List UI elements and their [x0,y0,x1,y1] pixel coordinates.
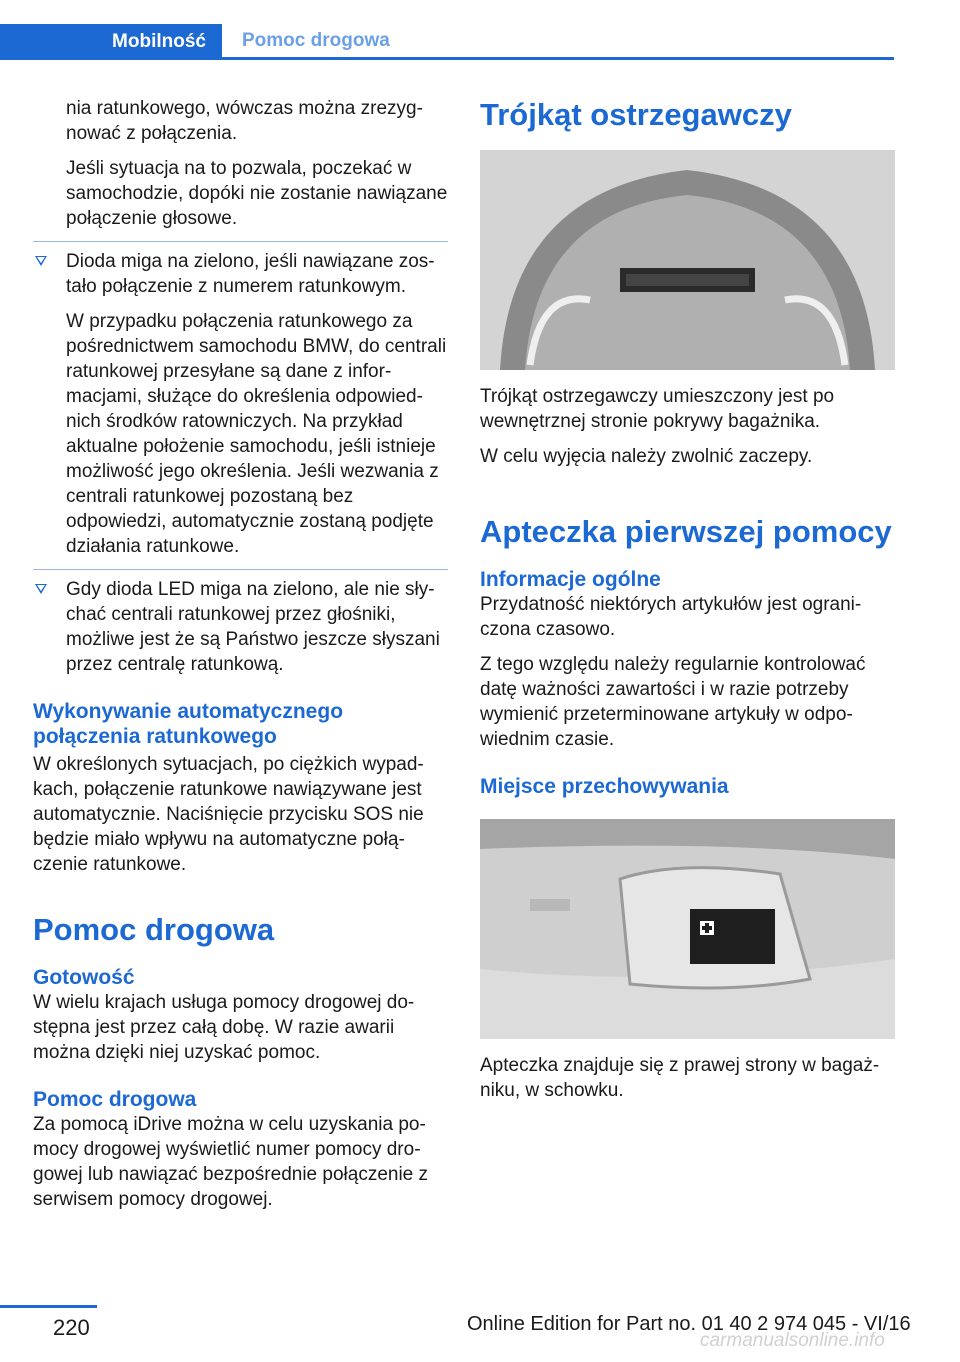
paragraph: Z tego względu należy regularnie kontrolować datę ważności zawartości i w razie potrzeby wymienić przeterminowane artykuły w odpowiednim czasie. [480,654,866,750]
trunk-compartment-illustration [480,819,895,1039]
paragraph: Trójkąt ostrzegawczy umieszczony jest po wewnętrznej stronie pokrywy bagażnika. [480,386,835,432]
section-heading: Apteczka pierwszej pomocy [480,514,892,549]
paragraph: Za pomocą iDrive można w celu uzyskania pomocy drogowej wyświetlić numer pomocy drogowej lub nawiązać bezpośrednie połączenie z serwisem pomocy drogowej. [33,1114,429,1210]
bullet-item [33,241,448,559]
paragraph: Apteczka znajduje się z prawej strony w bagażniku, w schowku. [480,1055,880,1101]
paragraph: W celu wyjęcia należy zwolnić zaczepy. [480,446,813,467]
right-column [480,96,895,1113]
paragraph: W wielu krajach usługa pomocy drogowej dostępna jest przez całą dobę. W razie awarii można dzięki niej uzyskać pomoc. [33,992,415,1063]
edition-info: Online Edition for Part no. 01 40 2 974 045 - VI/16 [467,1313,911,1335]
paragraph: W określonych sytuacjach, po ciężkich wypadkach, połączenie ratunkowe nawiązywane jest automatycznie. Naciśnięcie przycisku SOS nie będzie miało wpływu na automatyczne połączenie ratunkowe. [33,754,424,875]
watermark: carmanualsonline.info [700,1330,885,1351]
paragraph: Przydatność niektórych artykułów jest ograniczona czasowo. [480,594,862,640]
bullet-triangle-icon [35,256,47,266]
page-header [0,24,960,60]
paragraph: Jeśli sytuacja na to pozwala, poczekać w samochodzie, dopóki nie zostanie nawiązane połączenie głosowe. [66,158,448,229]
bullet-triangle-icon [35,584,47,594]
bullet-text: Dioda miga na zielono, jeśli nawiązane zostało połączenie z numerem ratunkowym. [66,251,435,297]
subheading: Miejsce przechowywania [480,775,729,798]
bullet-text: W przypadku połączenia ratunkowego za pośrednictwem samochodu BMW, do centrali ratunkowej przesyłane są dane z informacjami, służące do określenia odpowiednich środków ratowniczych. Na przykład aktualne położenie samochodu, jeśli istnieje możliwość jego określenia. Jeśli wezwania z centrali ratunkowej pozostaną bez odpowiedzi, automatycznie zostaną podjęte działania ratunkowe. [66,311,447,557]
left-column [33,96,448,1222]
subheading: Wykonywanie automatycznego połączenia ratunkowego [33,700,344,748]
paragraph: nia ratunkowego, wówczas można zrezygnować z połączenia. [66,98,423,144]
bullet-text: Gdy dioda LED miga na zielono, ale nie słychać centrali ratunkowej przez głośniki, możliwe jest że są Państwo jeszcze słyszani przez centralę ratunkową. [66,579,440,675]
section-heading: Trójkąt ostrzegawczy [480,97,792,132]
section-heading: Pomoc drogowa [33,912,275,947]
page-number: 220 [53,1315,90,1340]
footer-line [0,1305,97,1308]
subheading: Gotowość [33,966,135,989]
subheading: Pomoc drogowa [33,1088,197,1111]
trunk-lid-photo [480,150,895,370]
first-aid-kit-photo [480,819,895,1039]
section-tab: Mobilność [0,24,222,60]
bullet-item [33,569,448,677]
trunk-lid-illustration [480,150,895,370]
chapter-tab: Pomoc drogowa [222,24,894,60]
subheading: Informacje ogólne [480,568,661,591]
